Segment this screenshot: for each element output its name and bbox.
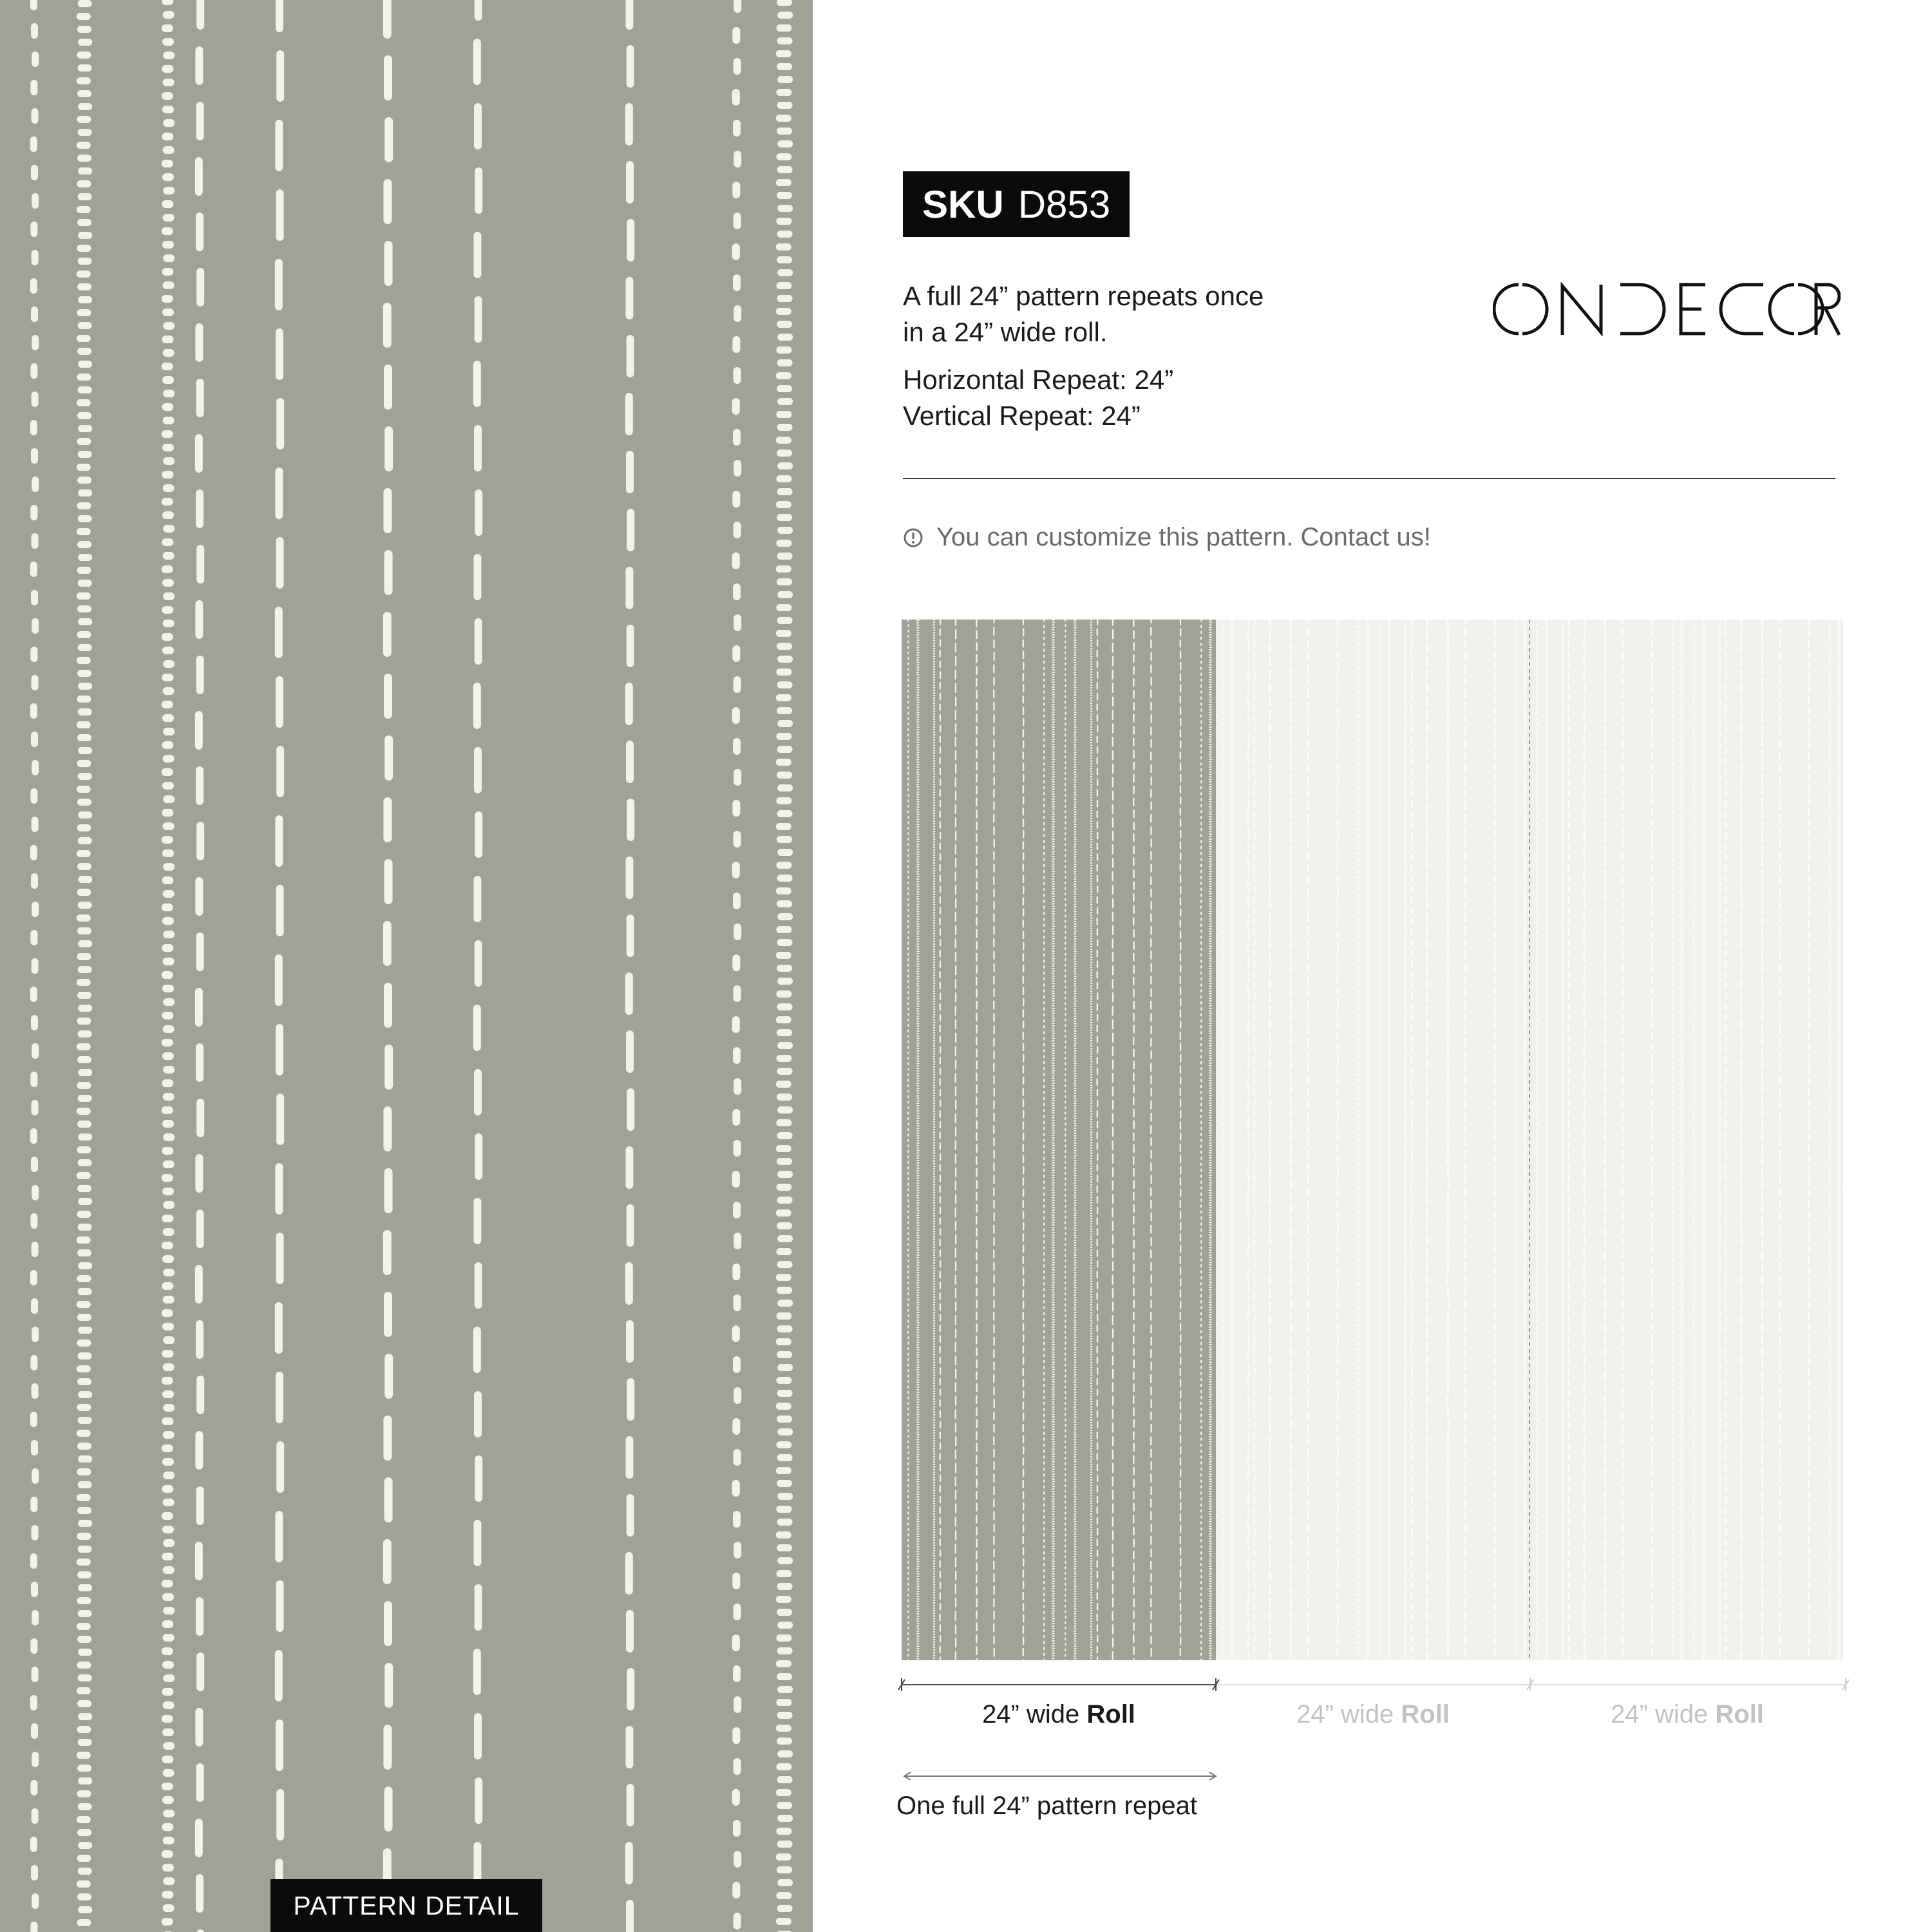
pattern-detail-label: PATTERN DETAIL xyxy=(270,1879,542,1932)
sku-badge xyxy=(903,171,1130,237)
repeat-specs xyxy=(903,362,1173,434)
info-icon xyxy=(903,527,923,548)
roll-active xyxy=(902,620,1216,1660)
ondecor-logo xyxy=(1493,282,1841,336)
horizontal-repeat: Horizontal Repeat: 24” xyxy=(903,365,1174,395)
roll-label-2: 24” wide Roll xyxy=(1296,1700,1450,1728)
customize-notice[interactable] xyxy=(903,523,1431,552)
pattern-repeat-label: One full 24” pattern repeat xyxy=(896,1792,1197,1820)
roll-seam-line xyxy=(1528,620,1531,1660)
roll-label-1: 24” wide Roll xyxy=(982,1700,1135,1728)
brand-logo xyxy=(1493,282,1841,339)
sku-label: SKU xyxy=(922,182,1004,226)
description-line-2: in a 24” wide roll. xyxy=(903,317,1108,347)
customize-notice-text: You can customize this pattern. Contact us! xyxy=(936,523,1431,551)
pattern-detail-image xyxy=(0,0,813,1932)
roll-label-3: 24” wide Roll xyxy=(1611,1700,1764,1728)
pattern-detail-panel xyxy=(0,0,813,1932)
roll-pattern-faded xyxy=(1216,620,1530,1660)
pattern-repeat-arrow xyxy=(900,1770,1220,1783)
sku-code: D853 xyxy=(1018,182,1111,226)
roll-width-measure xyxy=(896,1674,1850,1694)
roll-preview xyxy=(902,620,1843,1660)
roll-faded-1 xyxy=(1216,620,1530,1660)
section-divider xyxy=(903,478,1835,479)
vertical-repeat: Vertical Repeat: 24” xyxy=(903,401,1141,431)
description-line-1: A full 24” pattern repeats once xyxy=(903,281,1264,311)
roll-pattern-faded xyxy=(1530,620,1843,1660)
roll-faded-2 xyxy=(1530,620,1843,1660)
roll-pattern-active xyxy=(902,620,1216,1660)
repeat-description xyxy=(903,278,1264,350)
